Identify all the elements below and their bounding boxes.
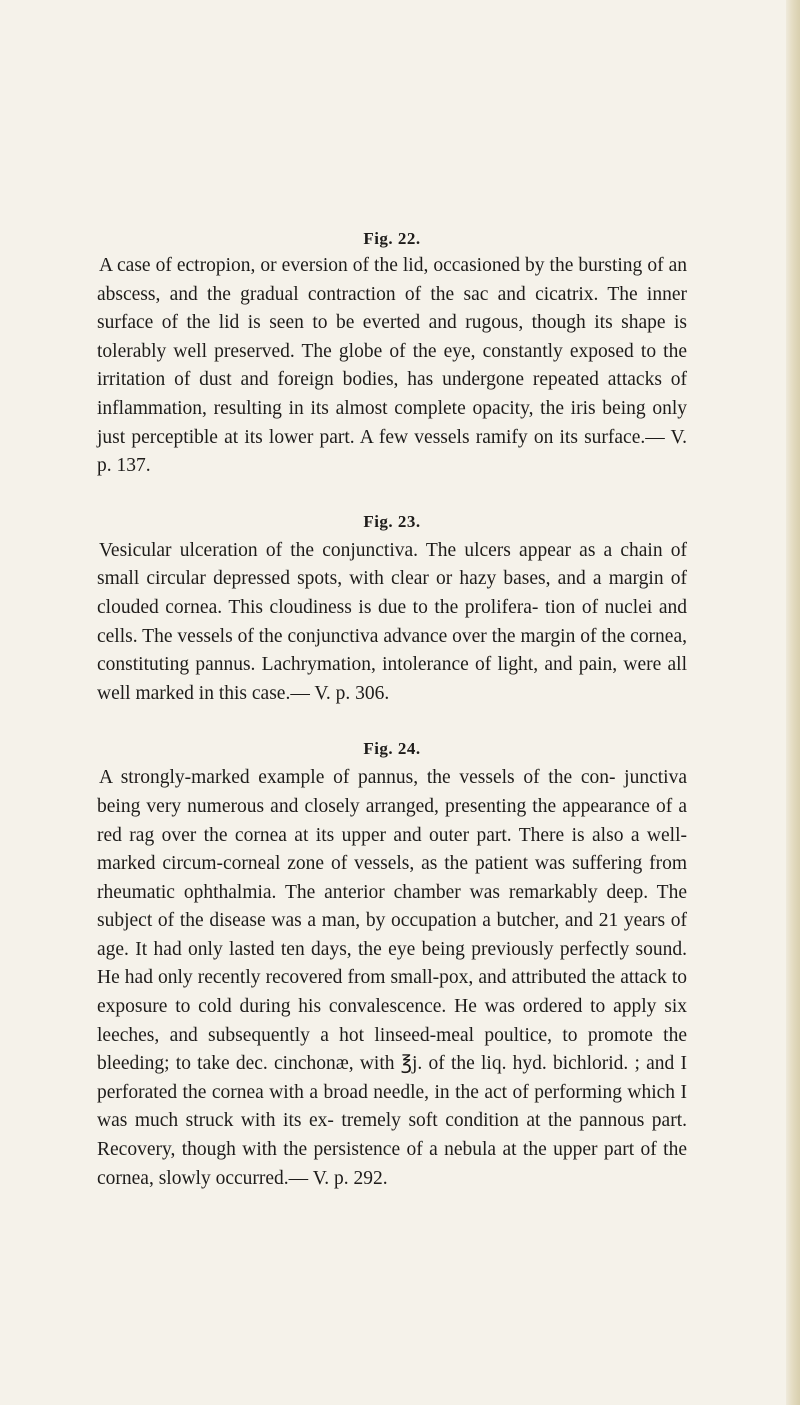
fig-23-description: Vesicular ulceration of the conjunctiva. The ulcers appear as a chain of small circular depressed spots, with clear or hazy bases, and a margin of clouded cornea. This cloudiness is due to the prolifera- tion of nuclei and cells. The vessels of the conjunctiva advance over the margin of the cornea, constituting pannus. Lachrymation, intolerance of light, and pain, were all well marked in this case.— V. p. 306. bbox=[97, 539, 687, 704]
page-edge bbox=[786, 0, 800, 1405]
fig-22-description: A case of ectropion, or eversion of the lid, occasioned by the bursting of an abscess, and the gradual contraction of the sac and cicatrix. The inner surface of the lid is seen to be everted and rugous, though its shape is tolerably well preserved. The globe of the eye, constantly exposed to the irritation of dust and foreign bodies, has undergone repeated attacks of inflammation, resulting in its almost complete opacity, the iris being only just perceptible at its lower part. A few vessels ramify on its surface.— V. p. 137. bbox=[97, 255, 687, 477]
fig-24-heading: Fig. 24. bbox=[363, 739, 421, 759]
fig-24-description: A strongly-marked example of pannus, the vessels of the con- junctiva being very numerous and closely arranged, presenting the appearance of a red rag over the cornea at its upper and outer part. There is also a well-marked circum-corneal zone of vessels, as the patient was suffering from rheumatic ophthalmia. The anterior chamber was remarkably deep. The subject of the disease was a man, by occupation a butcher, and 21 years of age. It had only lasted ten days, the eye being previously perfectly sound. He had only recently recovered from small-pox, and attributed the attack to exposure to cold during his convalescence. He was ordered to apply six leeches, and subsequently a hot linseed-meal poultice, to promote the bleeding; to take dec. cinchonæ, with ℥j. of the liq. hyd. bichlorid. ; and I perforated the cornea with a broad needle, in the act of performing which I was much struck with its ex- tremely soft condition at the pannous part. Recovery, though with the persistence of a nebula at the upper part of the cornea, slowly occurred.— V. p. 292. bbox=[97, 767, 687, 1189]
text-column bbox=[97, 228, 687, 1193]
fig-23-heading: Fig. 23. bbox=[363, 511, 421, 531]
fig-22-heading: Fig. 22. bbox=[363, 229, 421, 248]
